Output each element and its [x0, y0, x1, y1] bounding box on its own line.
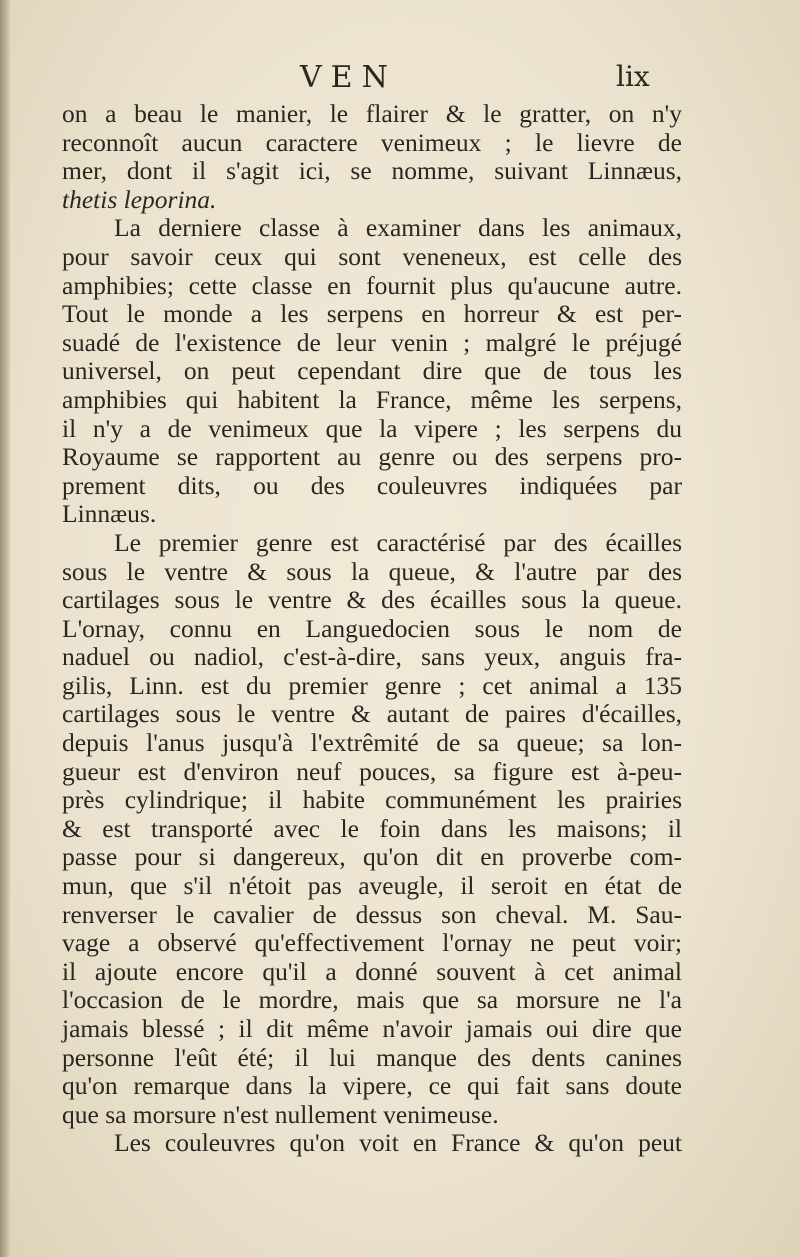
text-line: Les couleuvres qu'on voit en France & qu'on peut — [114, 1128, 682, 1158]
text-line: près cylindrique; il habite communément les prairies — [62, 785, 682, 815]
text-line: amphibies qui habitent la France, même les serpens, — [62, 384, 682, 414]
text-line: on a beau le manier, le flairer & le gratter, on n'y — [62, 99, 682, 128]
text-line: gilis, Linn. est du premier genre ; cet animal a 135 — [62, 670, 682, 700]
text-line: cartilages sous le ventre & des écailles sous la queue. — [62, 585, 682, 615]
text-line: universel, on peut cependant dire que de tous les — [62, 356, 682, 386]
text-line: suadé de l'existence de leur venin ; malgré le préjugé — [62, 327, 682, 357]
running-head: VEN — [300, 60, 397, 95]
text-line: mer, dont il s'agit ici, se nomme, suivant Linnæus, — [62, 156, 682, 186]
text-line: Royaume se rapportent au genre ou des serpens pro- — [62, 442, 682, 472]
text-line: sous le ventre & sous la queue, & l'autre par des — [62, 556, 682, 586]
text-line: Linnæus. — [62, 499, 157, 529]
text-line: que sa morsure n'est nullement venimeuse. — [62, 1099, 499, 1129]
page-gutter-shadow — [0, 0, 10, 1257]
text-line: gueur est d'environ neuf pouces, sa figure est à-peu- — [62, 756, 682, 786]
text-line: depuis l'anus jusqu'à l'extrêmité de sa queue; sa lon- — [62, 728, 682, 758]
text-line: & est transporté avec le foin dans les maisons; il — [62, 813, 682, 843]
text-line: Le premier genre est caractérisé par des écailles — [114, 527, 682, 557]
text-line: reconnoît aucun caractere venimeux ; le lievre de — [62, 127, 682, 157]
page-number: lix — [616, 60, 650, 93]
text-line: il n'y a de venimeux que la vipere ; les serpens du — [62, 413, 682, 443]
text-line: mun, que s'il n'étoit pas aveugle, il seroit en état de — [62, 871, 682, 901]
text-line: renverser le cavalier de dessus son cheval. M. Sau- — [62, 899, 682, 929]
text-line: pour savoir ceux qui sont veneneux, est celle des — [62, 241, 682, 271]
text-line: vage a observé qu'effectivement l'ornay ne peut voir; — [62, 928, 682, 958]
text-line: l'occasion de le mordre, mais que sa morsure ne l'a — [62, 985, 682, 1015]
text-line: personne l'eût été; il lui manque des dents canines — [62, 1042, 682, 1072]
text-line: amphibies; cette classe en fournit plus qu'aucune autre. — [62, 270, 682, 300]
text-line: Tout le monde a les serpens en horreur & est per- — [62, 299, 682, 329]
text-line: La derniere classe à examiner dans les animaux, — [114, 213, 682, 243]
text-line: passe pour si dangereux, qu'on dit en proverbe com- — [62, 842, 682, 872]
text-line: thetis leporina. — [62, 184, 217, 214]
text-line: cartilages sous le ventre & autant de paires d'écailles, — [62, 699, 682, 729]
text-line: qu'on remarque dans la vipere, ce qui fait sans doute — [62, 1071, 682, 1101]
text-line: il ajoute encore qu'il a donné souvent à cet animal — [62, 956, 682, 986]
body-text — [62, 100, 682, 1158]
text-line: jamais blessé ; il dit même n'avoir jamais oui dire que — [62, 1014, 682, 1043]
text-line: prement dits, ou des couleuvres indiquées par — [62, 470, 682, 500]
text-line: naduel ou nadiol, c'est-à-dire, sans yeux, anguis fra- — [62, 642, 682, 672]
page-header — [0, 60, 800, 104]
text-line: L'ornay, connu en Languedocien sous le nom de — [62, 613, 682, 643]
